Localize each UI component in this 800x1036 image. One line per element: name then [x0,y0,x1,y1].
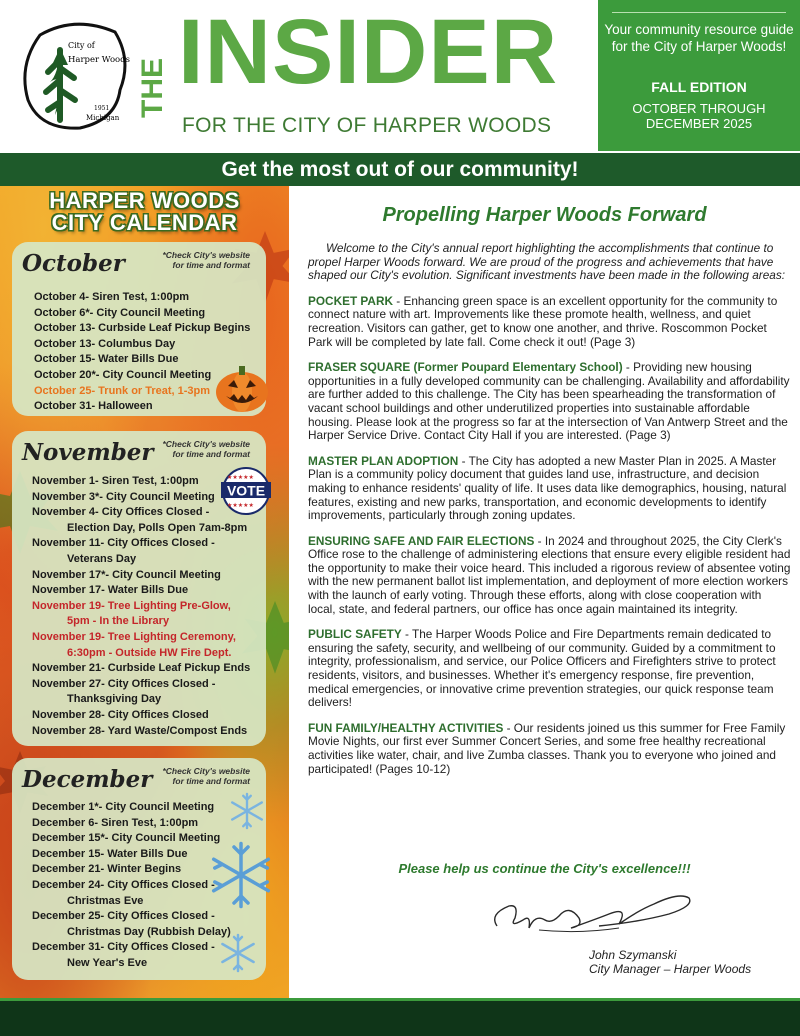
section-text: - In 2024 and throughout 2025, the City Clerk's Office rose to the challenge of administering elections that ensure every eligible resident had the opportunity to make their voice heard. This included a rigorous review of absentee voting with the new permanent ballot list implementation, and deployment of more election workers with the launch of early voting. Through these efforts, along with close cooperation with local, state, and federal partners, our office has once again maintained its integrity. [308,533,791,616]
section-text: - The Harper Woods Police and Fire Departments remain dedicated to ensuring the safety, security, and wellbeing of our community. Guided by a commitment to integrity, professionalism, and service, our Police Officers and Firefighters strive to protect residents, visitors, and businesses. Whether it's emergency response, fire prevention, medical emergencies, or innovative crime prevention strategies, our quick response team delivers! [308,627,776,710]
november-box [12,431,266,746]
event-item: November 28- City Offices Closed [32,708,209,721]
calendar-title-line2: CITY CALENDAR [51,210,238,235]
event-item: November 17*- City Council Meeting [32,568,221,581]
edition-label: FALL EDITION [651,79,747,95]
edition-box [598,0,800,151]
month-title: December [22,766,153,793]
article-section [308,535,792,617]
section-text: - Our residents joined us this summer for Free Family Movie Nights, our first ever Summer Concert Series, and some free healthy recreational activities like water, chair, and live Zumba classes. Thank you to everyone who joined and participated! (Pages 10-12) [308,720,786,776]
month-note: *Check City's website for time and format [162,439,250,459]
calendar-title [0,190,289,234]
event-item: Election Day, Polls Open 7am-8pm [67,521,248,534]
event-item: Veterans Day [67,552,137,565]
section-heading: MASTER PLAN ADOPTION [308,453,459,468]
section-heading: POCKET PARK [308,293,393,308]
month-note: *Check City's website for time and format [162,766,250,786]
event-item: December 24- City Offices Closed - [32,878,215,891]
footer-bar [0,998,800,1036]
insider-title: INSIDER [178,1,559,103]
event-item: October 6*- City Council Meeting [34,306,206,319]
section-text: - Providing new housing opportunities in a fully developed community can be challenging. Availability and affordability are further added to this challenge. The City has been spearheading the transformation of vacant school buildings and other underutilized properties into sustainable affordable housing. Please look at the progress so far at the intersection of Van Antwerp Street and the Harper Service Drive. Contact City Hall if you are interested. (Page 3) [308,360,790,443]
snowflake-icon [228,792,266,830]
signature-image [479,884,709,944]
event-item: November 19- Tree Lighting Ceremony, [32,630,236,643]
snowflake-icon [206,840,276,910]
vote-badge-icon [218,467,274,515]
event-item: November 1- Siren Test, 1:00pm [32,475,199,487]
signer-name: John Szymanski [589,948,677,962]
event-item: Thanksgiving Day [67,693,162,706]
masthead-subtitle: FOR THE CITY OF HARPER WOODS [182,114,552,137]
event-item: December 25- City Offices Closed - [32,910,215,923]
article-section [308,722,792,776]
month-note: *Check City's website for time and format [162,250,250,270]
event-item: November 21- Curbside Leaf Pickup Ends [32,662,251,675]
month-title: October [22,250,125,277]
event-item: December 21- Winter Begins [32,863,182,876]
masthead [0,0,800,153]
article-section [308,455,792,523]
event-item: December 31- City Offices Closed - [32,941,215,954]
article-section [308,361,792,443]
event-item: December 15*- City Council Meeting [32,832,221,845]
city-calendar [0,186,289,998]
jack-o-lantern-icon [214,362,270,414]
city-seal-logo [20,20,132,132]
section-text: - Enhancing green space is an excellent opportunity for the community to connect nature with art. Improvements like these promote health, wellness, and quiet recreation. Visitors can gather, get to know one another, and thrive. Roscommon Pocket Park will be completed by late fall. Come check it out! (Page 3) [308,293,778,349]
signer-block [589,948,751,976]
event-item: October 13- Curbside Leaf Pickup Begins [34,322,251,335]
seal-text-name: Harper Woods [68,55,130,65]
footer-stripe [0,998,800,1001]
event-item: December 15- Water Bills Due [32,847,188,860]
event-item: 5pm - In the Library [67,615,170,628]
event-item: 6:30pm - Outside HW Fire Dept. [67,646,232,659]
event-item: November 3*- City Council Meeting [32,490,215,503]
section-text: - The City has adopted a new Master Plan in 2025. A Master Plan is a community policy document that guides land use, infrastructure, and decision making to enhance residents' quality of life. It uses data like demographics, housing, natural features, existing and new parks, transportation, and economic developments to identify improvements, particularly through zoning updates. [308,453,787,523]
article-section [308,628,792,710]
edition-tagline: Your community resource guide for the City of Harper Woods! [604,22,794,54]
event-item: November 27- City Offices Closed - [32,677,216,690]
seal-text-year: 1951 [94,105,110,112]
banner: Get the most out of our community! [0,153,800,186]
event-item: December 6- Siren Test, 1:00pm [32,816,199,829]
event-item: October 31- Halloween [34,400,153,413]
signer-title: City Manager – Harper Woods [589,962,752,976]
event-item: November 11- City Offices Closed - [32,537,215,550]
event-item: November 17- Water Bills Due [32,584,189,597]
seal-text-city: City of [68,41,95,50]
section-heading: FRASER SQUARE (Former Poupard Elementary School) [308,360,623,375]
edition-dates: OCTOBER THROUGH DECEMBER 2025 [632,101,766,131]
event-item: October 4- Siren Test, 1:00pm [34,291,190,303]
event-item: Christmas Day (Rubbish Delay) [67,925,231,938]
december-box [12,758,266,980]
article-title: Propelling Harper Woods Forward [382,204,707,226]
article-body [308,242,792,788]
the-wordmark [132,30,172,120]
the-text: THE [136,58,169,118]
snowflake-icon [218,933,258,973]
article-closing: Please help us continue the City's excellence!!! [398,861,691,876]
svg-text:★★★★★: ★★★★★ [227,502,254,509]
section-heading: FUN FAMILY/HEALTHY ACTIVITIES [308,720,504,735]
october-box [12,242,266,416]
event-item: October 13- Columbus Day [34,337,176,350]
event-item: October 20*- City Council Meeting [34,368,212,381]
event-item: October 15- Water Bills Due [34,353,179,366]
calendar-title-line1: HARPER WOODS [49,188,240,213]
section-heading: ENSURING SAFE AND FAIR ELECTIONS [308,533,535,548]
vote-label: VOTE [226,482,266,499]
month-title: November [22,439,154,466]
edition-divider [612,12,786,13]
event-item: December 1*- City Council Meeting [32,801,215,813]
event-item: November 28- Yard Waste/Compost Ends [32,724,248,737]
event-item: October 25- Trunk or Treat, 1-3pm [34,384,211,397]
section-heading: PUBLIC SAFETY [308,627,402,642]
event-item: Christmas Eve [67,894,144,907]
event-item: November 4- City Offices Closed - [32,506,210,519]
article-intro: Welcome to the City's annual report highlighting the accomplishments that continue to propel Harper Woods forward. We are proud of the progress and achievements that have shaped our City's evolution. Significant investments have been made in the following areas: [308,241,786,283]
event-item: November 19- Tree Lighting Pre-Glow, [32,599,231,612]
svg-text:★★★★★: ★★★★★ [227,474,254,481]
event-item: New Year's Eve [67,956,148,969]
article [289,186,800,998]
seal-text-state: Michigan [86,114,120,122]
article-section [308,295,792,349]
